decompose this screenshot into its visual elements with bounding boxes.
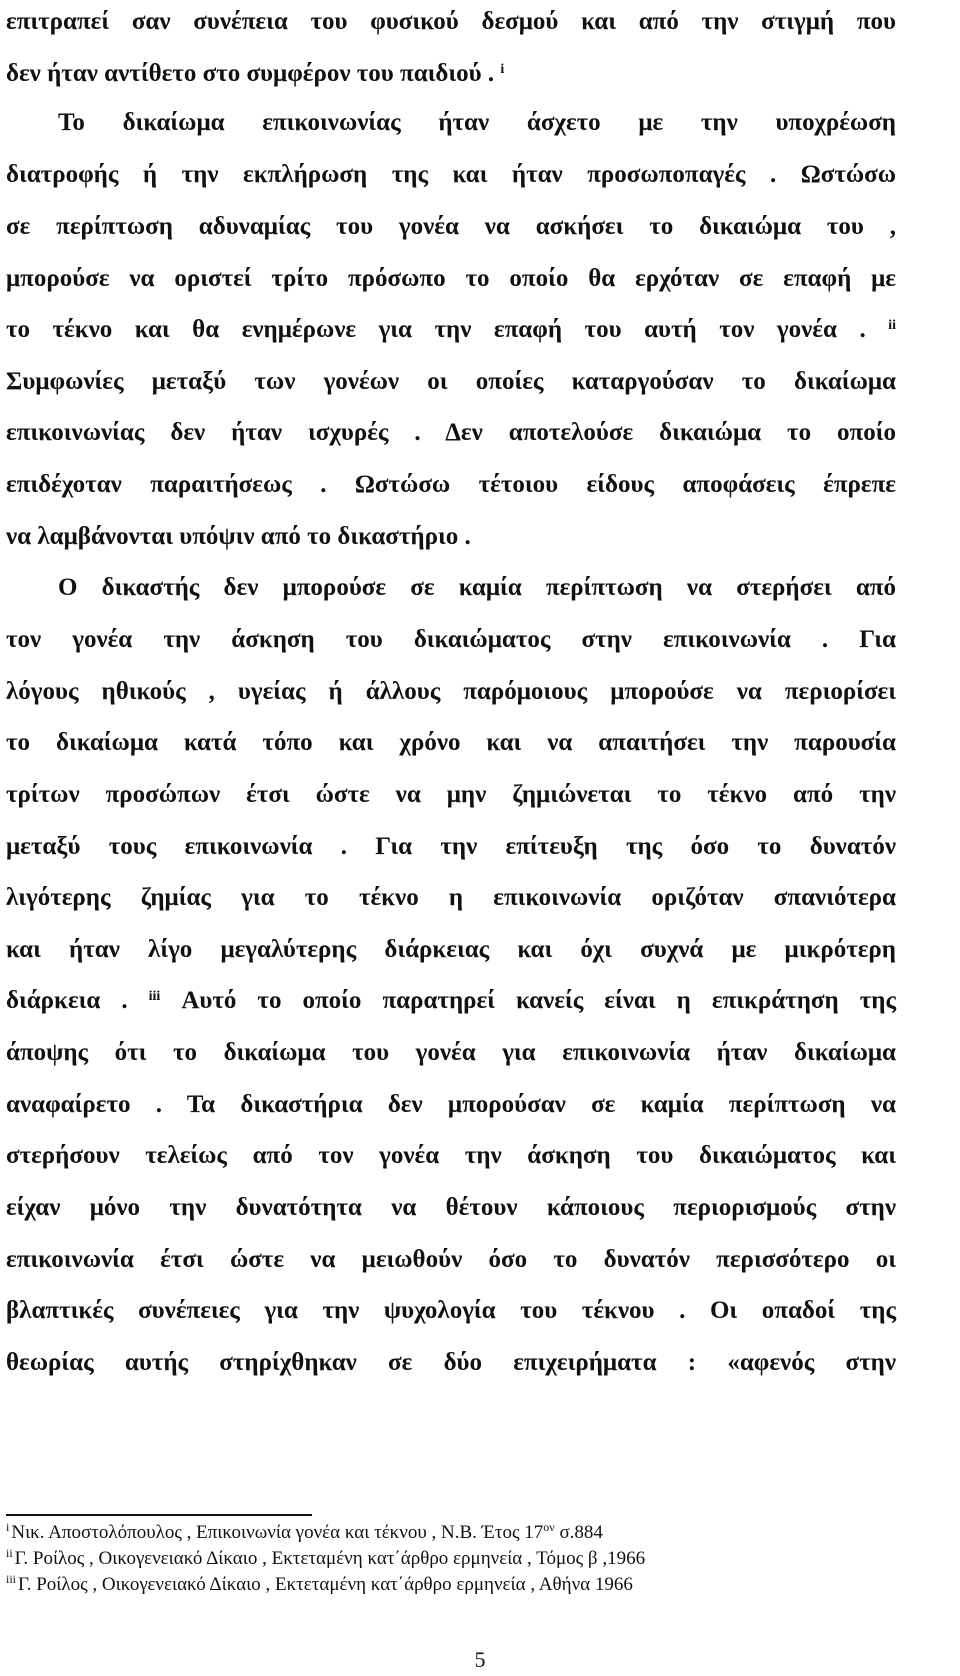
- text-line: μπορούσε να οριστεί τρίτο πρόσωπο το οποίο θα ερχόταν σε επαφή με: [6, 265, 896, 292]
- paragraph-first-line: Το δικαίωμα επικοινωνίας ήταν άσχετο με την υποχρέωση: [58, 109, 896, 136]
- footnote-ref-iii[interactable]: iii: [148, 989, 161, 1004]
- text-line: επικοινωνία έτσι ώστε να μειωθούν όσο το δυνατόν περισσότερο οι: [6, 1246, 896, 1273]
- text-line: να λαμβάνονται υπόψιν από το δικαστήριο .: [6, 523, 471, 550]
- footnote-i: [6, 1520, 906, 1546]
- footnote-inline-sup: ον: [543, 1520, 555, 1534]
- footnote-mark: ii: [6, 1546, 13, 1560]
- footnote-ref-ii[interactable]: ii: [888, 318, 896, 333]
- text-line: άποψης ότι το δικαίωμα του γονέα για επικοινωνία ήταν δικαίωμα: [6, 1039, 896, 1066]
- footnote-text: Γ. Ροίλος , Οικογενειακό Δίκαιο , Εκτεταμένη κατ΄άρθρο ερμηνεία , Αθήνα 1966: [18, 1574, 633, 1595]
- text-line: βλαπτικές συνέπειες για την ψυχολογία του τέκνου . Οι οπαδοί της: [6, 1297, 896, 1324]
- text-span: Αυτό το οποίο παρατηρεί κανείς είναι η επικράτηση της: [181, 987, 896, 1014]
- page-number: 5: [474, 1647, 486, 1672]
- text-line: είχαν μόνο την δυνατότητα να θέτουν κάποιους περιορισμούς στην: [6, 1194, 896, 1221]
- text-line: λιγότερης ζημίας για το τέκνο η επικοινωνία οριζόταν σπανιότερα: [6, 884, 896, 911]
- text-span: δεν ήταν αντίθετο στο συμφέρον του παιδιού .: [6, 60, 495, 87]
- text-line: επικοινωνίας δεν ήταν ισχυρές . Δεν αποτελούσε δικαιώμα το οποίο: [6, 419, 896, 446]
- text-line: και ήταν λίγο μεγαλύτερης διάρκειας και όχι συχνά με μικρότερη: [6, 936, 896, 963]
- text-line: [6, 981, 896, 1021]
- footnote-text: Νικ. Αποστολόπουλος , Επικοινωνία γονέα και τέκνου , Ν.Β. Έτος 17: [11, 1522, 544, 1543]
- footnote-text: Γ. Ροίλος , Οικογενειακό Δίκαιο , Εκτεταμένη κατ΄άρθρο ερμηνεία , Τόμος β ,1966: [14, 1548, 646, 1569]
- footnote-separator: [6, 1514, 312, 1516]
- footnotes: [6, 1520, 906, 1598]
- footnote-mark: iii: [6, 1572, 17, 1586]
- text-line: επιτραπεί σαν συνέπεια του φυσικού δεσμού και από την στιγμή που: [6, 8, 896, 35]
- text-line: τρίτων προσώπων έτσι ώστε να μην ζημιώνεται το τέκνο από την: [6, 781, 896, 808]
- text-line: [6, 310, 896, 350]
- text-line: το δικαίωμα κατά τόπο και χρόνο και να απαιτήσει την παρουσία: [6, 729, 896, 756]
- footnote-text: σ.884: [554, 1522, 603, 1543]
- text-span: διάρκεια .: [6, 987, 128, 1014]
- text-line: Συμφωνίες μεταξύ των γονέων οι οποίες καταργούσαν το δικαίωμα: [6, 368, 896, 395]
- text-span: το τέκνο και θα ενημέρωνε για την επαφή του αυτή τον γονέα .: [6, 316, 866, 343]
- text-line: λόγους ηθικούς , υγείας ή άλλους παρόμοιους μπορούσε να περιορίσει: [6, 678, 896, 705]
- footnote-ref-i[interactable]: i: [500, 62, 505, 77]
- footnote-mark: i: [6, 1520, 10, 1534]
- text-line: σε περίπτωση αδυναμίας του γονέα να ασκήσει το δικαιώμα του ,: [6, 213, 896, 240]
- text-line: θεωρίας αυτής στηρίχθηκαν σε δύο επιχειρήματα : «αφενός στην: [6, 1349, 896, 1376]
- text-line: αναφαίρετο . Τα δικαστήρια δεν μπορούσαν σε καμία περίπτωση να: [6, 1091, 896, 1118]
- text-line: επιδέχοταν παραιτήσεως . Ωστώσω τέτοιου είδους αποφάσεις έπρεπε: [6, 471, 896, 498]
- text-line: διατροφής ή την εκπλήρωση της και ήταν προσωποπαγές . Ωστώσω: [6, 161, 896, 188]
- footnote-ii: [6, 1546, 906, 1572]
- text-line: τον γονέα την άσκηση του δικαιώματος στην επικοινωνία . Για: [6, 626, 896, 653]
- paragraph-first-line: Ο δικαστής δεν μπορούσε σε καμία περίπτωση να στερήσει από: [58, 574, 896, 601]
- text-line: [6, 54, 896, 94]
- text-line: μεταξύ τους επικοινωνία . Για την επίτευξη της όσο το δυνατόν: [6, 833, 896, 860]
- footnote-iii: [6, 1572, 906, 1598]
- text-line: στερήσουν τελείως από τον γονέα την άσκηση του δικαιώματος και: [6, 1142, 896, 1169]
